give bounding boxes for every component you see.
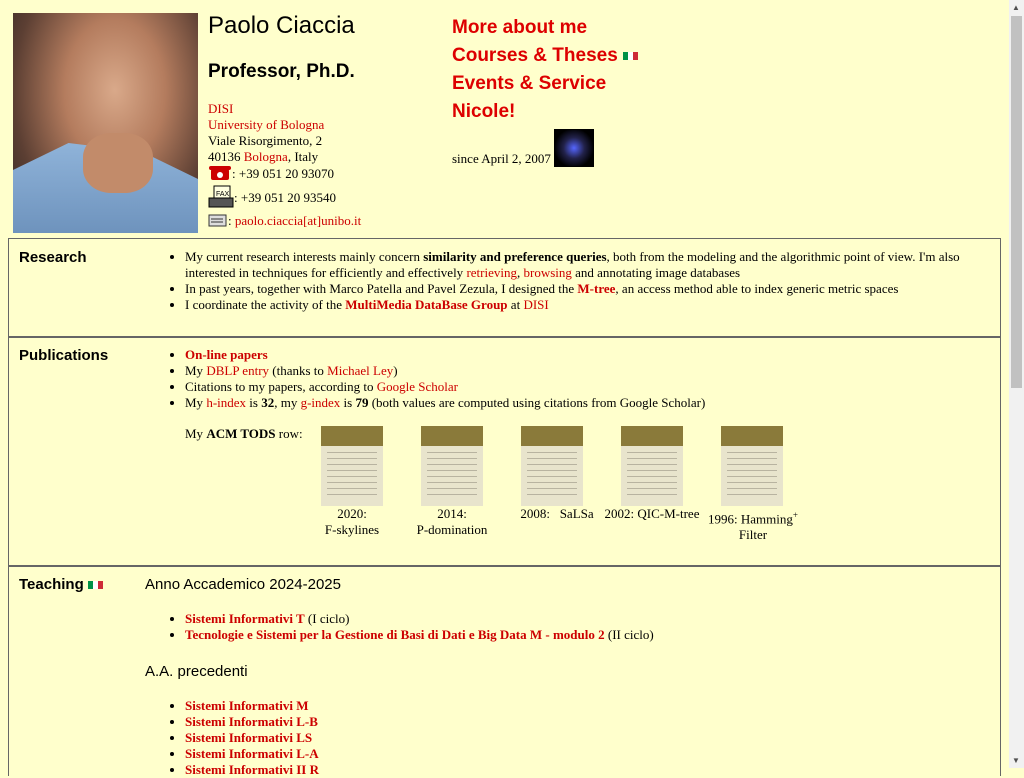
list-item <box>185 730 990 746</box>
paper-thumbnail[interactable] <box>621 426 683 506</box>
street: Viale Risorgimento, 2 <box>208 133 323 148</box>
acm-row-label: My ACM TODS row: <box>185 426 303 441</box>
zip: 40136 <box>208 149 241 164</box>
list-item: • My h-index is 32, my g-index is 79 (both values are computed using citations from Google Scholar) <box>185 395 990 411</box>
course-link[interactable]: Sistemi Informativi LS <box>185 730 313 745</box>
disi-link[interactable]: DISI <box>523 297 549 312</box>
fax-number: : +39 051 20 93540 <box>234 189 336 205</box>
browsing-link[interactable]: browsing <box>523 265 572 280</box>
dblp-link[interactable]: DBLP entry <box>206 363 270 378</box>
g-index-link[interactable]: g-index <box>300 395 341 410</box>
nav-events[interactable]: Events & Service <box>452 73 607 94</box>
dept-link[interactable]: DISI <box>208 101 234 116</box>
phone-number: : +39 051 20 93070 <box>232 165 334 181</box>
email-link[interactable]: paolo.ciaccia[at]unibo.it <box>234 213 362 228</box>
scrollbar-thumb[interactable] <box>1011 16 1022 388</box>
course-link[interactable]: Tecnologie e Sistemi per la Gestione di Basi di Dati e Big Data M - modulo 2 <box>185 627 605 642</box>
nav-nicole[interactable]: Nicole! <box>452 101 516 122</box>
paper-thumbnail[interactable] <box>421 426 483 506</box>
university-link[interactable]: University of Bologna <box>208 117 325 132</box>
list-item <box>185 746 990 762</box>
scroll-down-arrow-icon[interactable]: ▼ <box>1012 756 1020 765</box>
course-link[interactable]: Sistemi Informativi T <box>185 611 305 626</box>
paper-thumbnail[interactable] <box>721 426 783 506</box>
page-title: Paolo Ciaccia <box>208 12 355 39</box>
email-icon <box>208 214 228 231</box>
contact-block: DISI University of Bologna Viale Risorgimento, 2 40136 Bologna, Italy : +39 051 20 93070 FAX : +39 051 20 93540 : paolo.ciaccia[at]unibo.it <box>208 101 361 231</box>
mmdb-group-link[interactable]: MultiMedia DataBase Group <box>345 297 508 312</box>
paper-thumbnail[interactable] <box>521 426 583 506</box>
italian-flag-icon <box>88 581 103 589</box>
paper-caption: 2008: SaLSa <box>520 506 594 521</box>
country: , Italy <box>287 149 319 164</box>
retrieving-link[interactable]: retrieving <box>466 265 517 280</box>
nav-about[interactable]: More about me <box>452 17 588 38</box>
top-nav <box>452 14 638 126</box>
research-section <box>8 238 1001 338</box>
city-link[interactable]: Bologna <box>243 149 288 164</box>
profile-photo <box>13 13 198 233</box>
list-item: • In past years, together with Marco Patella and Pavel Zezula, I designed the M-tree, an access method able to index generic metric spaces <box>185 281 990 297</box>
list-item <box>185 714 990 730</box>
paper-caption: 2014: P-domination <box>416 506 488 537</box>
svg-text:FAX: FAX <box>216 191 230 198</box>
paper-caption: 1996: Hamming+ Filter <box>708 510 798 543</box>
academic-year-heading: Anno Accademico 2024-2025 <box>145 576 341 593</box>
previous-years-heading: A.A. precedenti <box>145 663 248 680</box>
course-link[interactable]: Sistemi Informativi M <box>185 698 309 713</box>
scroll-up-arrow-icon[interactable]: ▲ <box>1012 3 1020 12</box>
publications-heading: Publications <box>19 347 109 364</box>
vertical-scrollbar[interactable] <box>1009 0 1024 768</box>
ley-link[interactable]: Michael Ley <box>327 363 394 378</box>
list-item: • My DBLP entry (thanks to Michael Ley) <box>185 363 990 379</box>
nav-courses[interactable]: Courses & Theses <box>452 45 618 66</box>
list-item: • Sistemi Informativi T (I ciclo) <box>185 611 990 627</box>
list-item <box>185 698 990 714</box>
course-link[interactable]: Sistemi Informativi L-A <box>185 746 319 761</box>
list-item: • I coordinate the activity of the MultiMedia DataBase Group at DISI <box>185 297 990 313</box>
list-item: • My current research interests mainly concern similarity and preference queries, both from the modeling and the algorithmic point of view. I'm also interested in techniques for efficiently and effectively retrieving, browsing and annotating image databases <box>185 249 990 281</box>
teaching-heading: Teaching <box>19 576 103 593</box>
phone-icon <box>208 165 232 185</box>
course-link[interactable]: Sistemi Informativi L-B <box>185 714 318 729</box>
h-index-link[interactable]: h-index <box>206 395 247 410</box>
publications-section <box>8 336 1001 567</box>
online-papers-link[interactable]: On-line papers <box>185 347 268 362</box>
list-item <box>185 762 990 778</box>
mtree-link[interactable]: M-tree <box>577 281 616 296</box>
since-text: since April 2, 2007 <box>452 151 551 166</box>
globe-logo-icon[interactable] <box>554 129 594 167</box>
research-heading: Research <box>19 249 87 266</box>
role-title: Professor, Ph.D. <box>208 61 355 82</box>
paper-caption: 2002: QIC-M-tree <box>604 506 700 521</box>
fax-icon <box>208 185 234 213</box>
list-item: • Citations to my papers, according to Google Scholar <box>185 379 990 395</box>
italian-flag-icon <box>623 52 638 60</box>
since-line <box>452 129 594 167</box>
list-item <box>185 347 990 363</box>
paper-thumbnail[interactable] <box>321 426 383 506</box>
list-item: • Tecnologie e Sistemi per la Gestione di Basi di Dati e Big Data M - modulo 2 (II ciclo) <box>185 627 990 643</box>
teaching-section <box>8 565 1001 776</box>
paper-caption: 2020: F-skylines <box>324 506 380 537</box>
scholar-link[interactable]: Google Scholar <box>376 379 458 394</box>
course-link[interactable]: Sistemi Informativi II R <box>185 762 319 777</box>
